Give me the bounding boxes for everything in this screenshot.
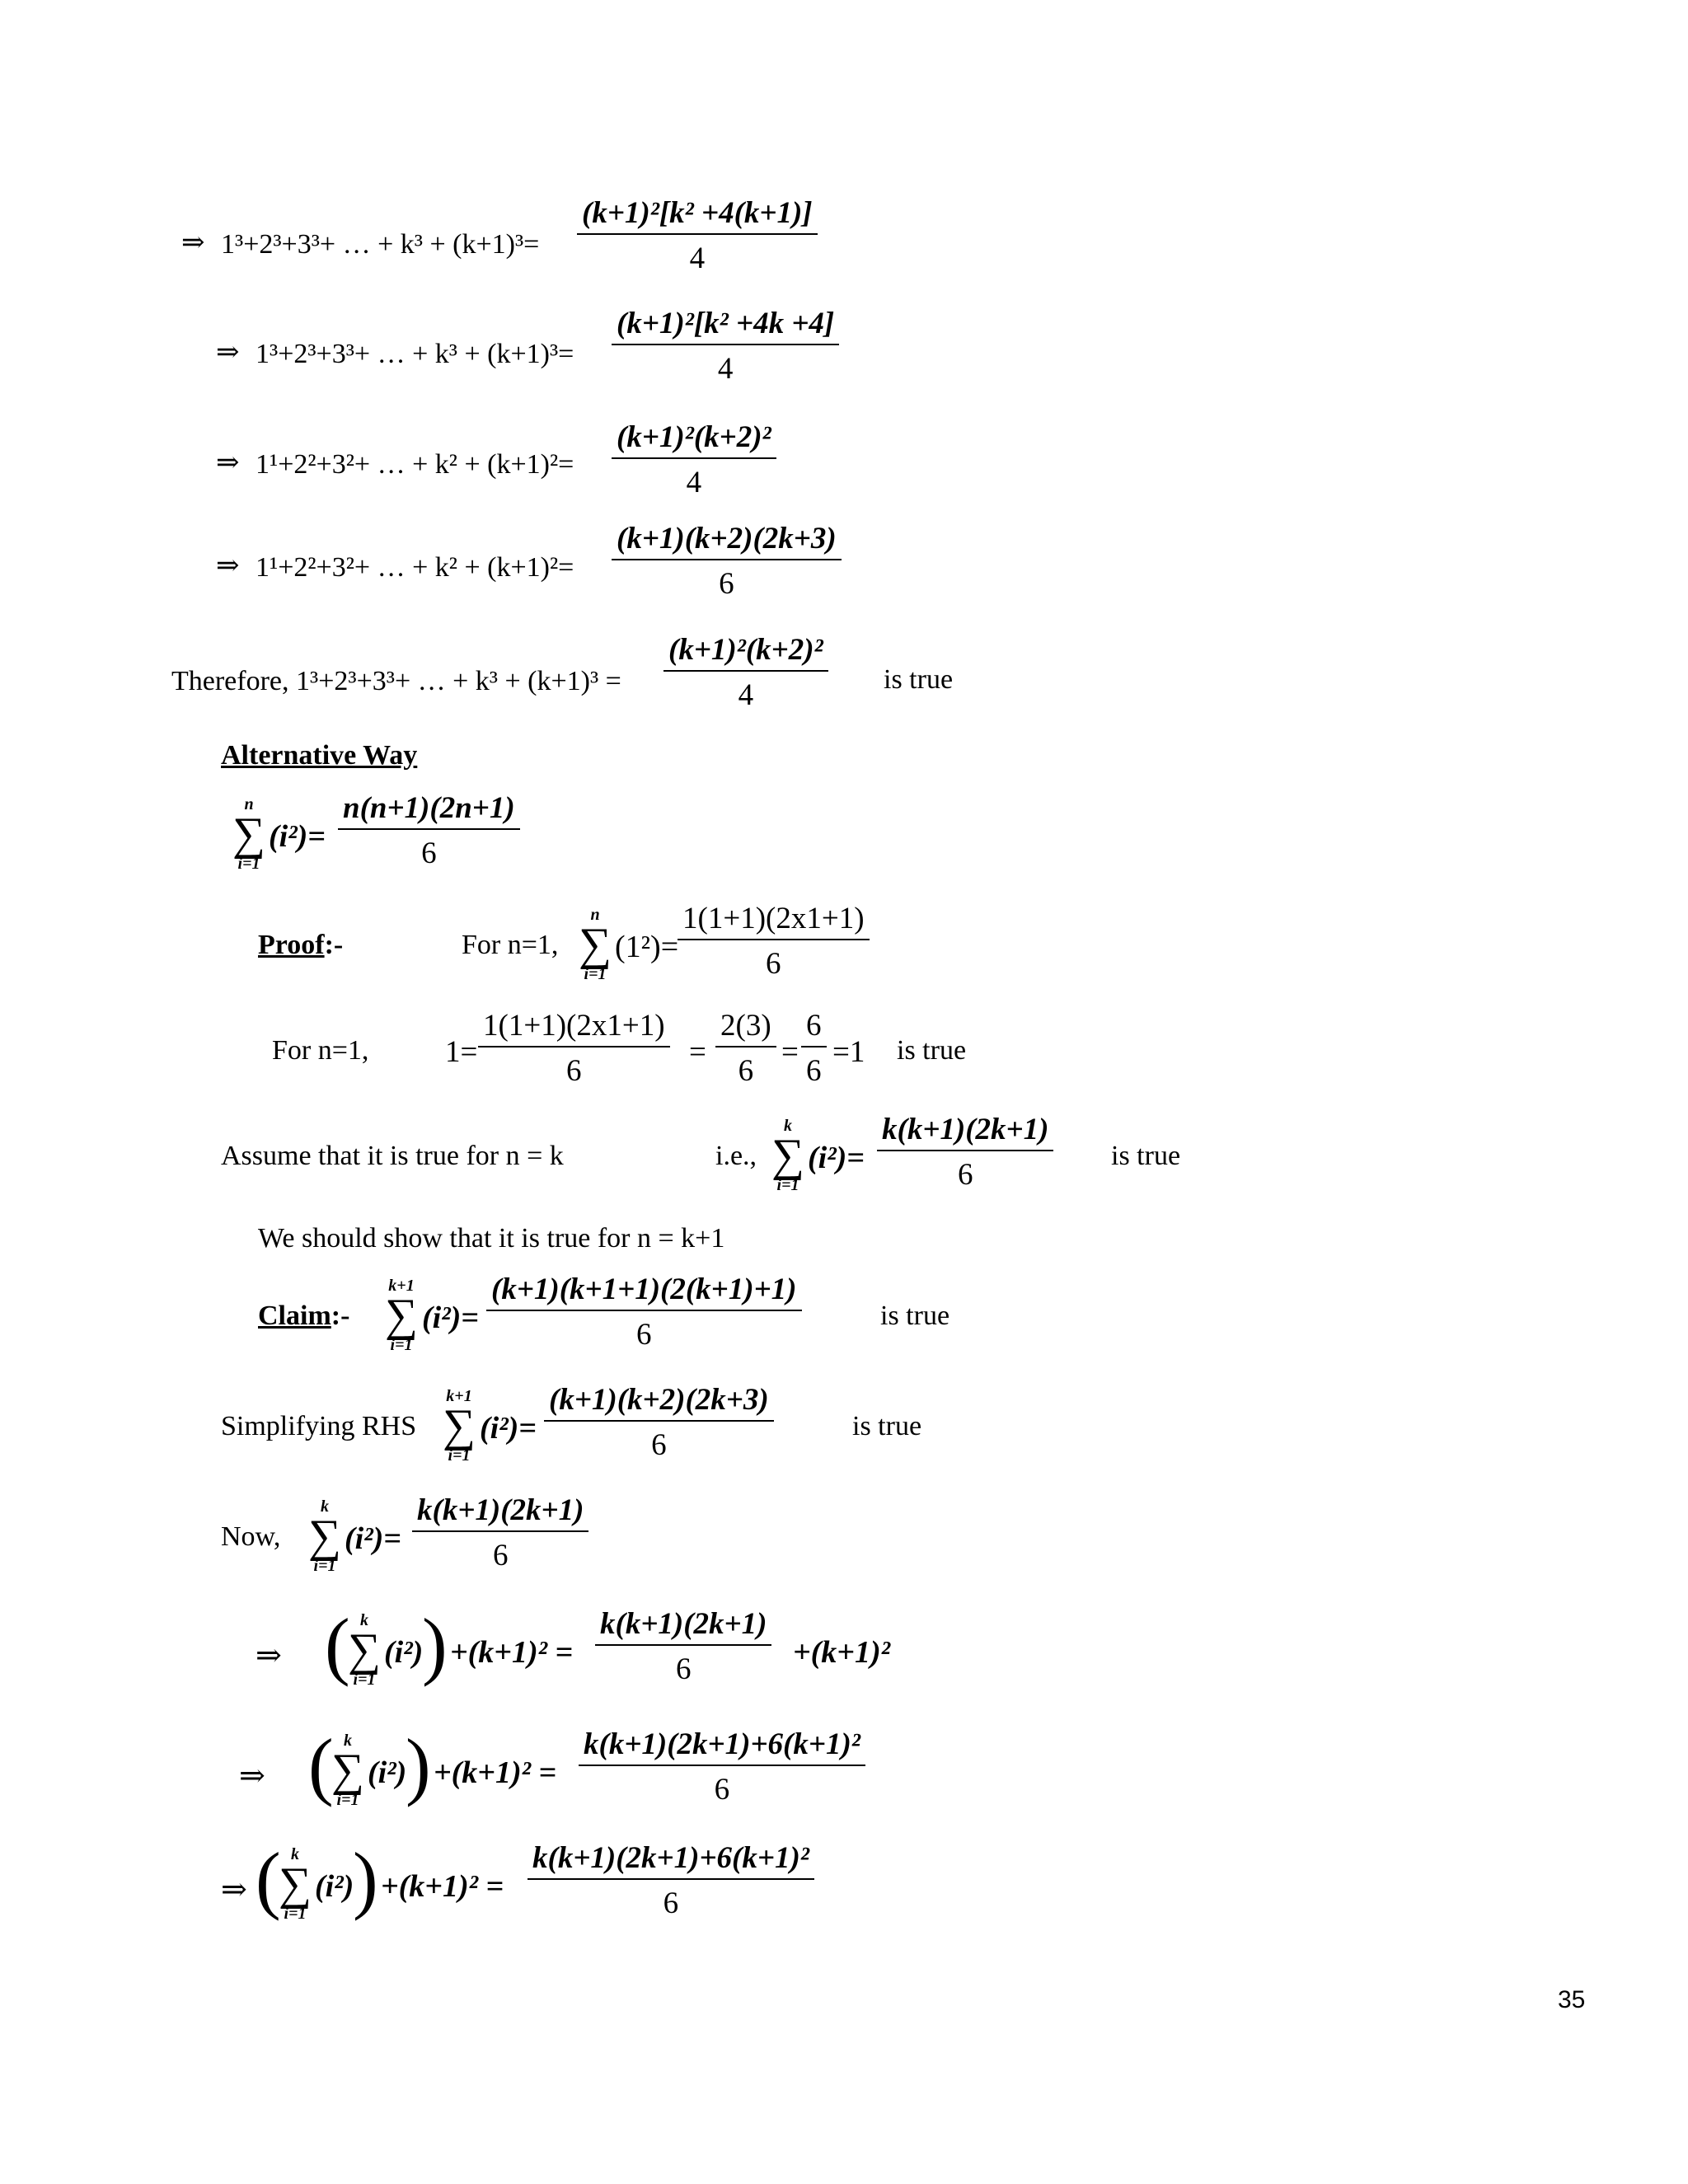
simplify-sigma [438, 1388, 480, 1464]
step2-sigma [330, 1732, 366, 1808]
claim-numerator: (k+1)(k+1+1)(2(k+1)+1) [486, 1274, 802, 1311]
sigma-lower-limit: i=1 [313, 1557, 336, 1575]
claim-fraction [486, 1274, 802, 1350]
sigma-icon: ∑ [771, 1130, 804, 1181]
step1-denominator: 6 [675, 1652, 692, 1686]
simplify-sum-body: (i²)= [480, 1411, 537, 1446]
sigma-lower-limit: i=1 [336, 1791, 359, 1809]
sigma-icon: ∑ [308, 1511, 341, 1562]
line4-fraction [612, 523, 842, 599]
alternative-numerator: n(n+1)(2n+1) [338, 793, 520, 830]
therefore-is-true: is true [884, 664, 954, 695]
proof-sum-body: (1²)= [615, 930, 679, 964]
line2-denominator: 4 [717, 352, 734, 386]
claim-sigma [381, 1277, 422, 1353]
implies-arrow: ⇒ [216, 448, 240, 478]
line1-fraction [577, 198, 818, 274]
alternative-denominator: 6 [421, 837, 437, 870]
alternative-sigma [231, 796, 267, 872]
step1-sigma [346, 1612, 382, 1688]
eval-for-n1: For n=1, [272, 1035, 369, 1066]
claim-sum-body: (i²)= [422, 1301, 479, 1335]
assume-sigma [770, 1118, 806, 1193]
now-text: Now, [221, 1521, 281, 1552]
step1-left-paren: ( [325, 1603, 350, 1687]
step3-plus: +(k+1)² = [381, 1869, 504, 1904]
eval-one-eq: 1= [445, 1035, 478, 1069]
step3-inner: (i²) [315, 1869, 354, 1904]
sigma-lower-limit: i=1 [390, 1336, 413, 1354]
sigma-upper-limit: n [590, 906, 600, 924]
step3-denominator: 6 [663, 1886, 679, 1920]
simplify-fraction [544, 1385, 774, 1460]
sigma-lower-limit: i=1 [584, 965, 607, 983]
alternative-fraction [338, 793, 520, 869]
proof-label: Proof:- [258, 930, 344, 960]
eval-denominator-1: 6 [566, 1054, 582, 1088]
proof-sigma [577, 907, 613, 982]
sigma-icon: ∑ [579, 919, 612, 970]
now-sigma [307, 1498, 343, 1574]
eval-fraction-3 [801, 1010, 827, 1086]
therefore-lhs: Therefore, 1³+2³+3³+ … + k³ + (k+1)³ = [171, 666, 621, 696]
proof-fraction [678, 903, 870, 979]
sigma-icon: ∑ [232, 808, 265, 860]
line1-denominator: 4 [689, 241, 706, 275]
therefore-fraction [663, 635, 828, 710]
sigma-icon: ∑ [385, 1290, 418, 1341]
eval-equals-2: = [781, 1035, 799, 1069]
line4-denominator: 6 [719, 567, 734, 601]
implies-arrow: ⇒ [221, 1872, 247, 1907]
simplify-numerator: (k+1)(k+2)(2k+3) [544, 1385, 774, 1422]
assume-denominator: 6 [957, 1158, 973, 1192]
step3-sigma [277, 1846, 313, 1922]
sigma-icon: ∑ [348, 1624, 381, 1675]
line4-numerator: (k+1)(k+2)(2k+3) [612, 523, 842, 560]
claim-denominator: 6 [636, 1318, 652, 1352]
line1-lhs: 1³+2³+3³+ … + k³ + (k+1)³= [221, 229, 540, 260]
sigma-icon: ∑ [331, 1745, 364, 1796]
step2-numerator: k(k+1)(2k+1)+6(k+1)² [579, 1729, 865, 1766]
implies-arrow: ⇒ [216, 551, 240, 581]
proof-denominator: 6 [766, 947, 781, 981]
assume-fraction [877, 1114, 1053, 1190]
sigma-lower-limit: i=1 [448, 1446, 471, 1465]
claim-is-true: is true [880, 1301, 950, 1331]
step1-plus: +(k+1)² = [450, 1635, 574, 1670]
line4-lhs: 1¹+2²+3²+ … + k² + (k+1)²= [256, 552, 574, 583]
step2-inner: (i²) [368, 1755, 407, 1790]
assume-numerator: k(k+1)(2k+1) [877, 1114, 1053, 1151]
line2-fraction [612, 308, 839, 384]
sigma-icon: ∑ [443, 1400, 476, 1451]
proof-numerator: 1(1+1)(2x1+1) [678, 903, 870, 940]
step2-fraction [579, 1729, 865, 1805]
assume-is-true: is true [1111, 1141, 1181, 1171]
claim-label: Claim:- [258, 1301, 350, 1331]
simplify-text: Simplifying RHS [221, 1411, 417, 1441]
step2-left-paren: ( [308, 1723, 334, 1807]
sigma-lower-limit: i=1 [237, 855, 260, 873]
sigma-upper-limit: k+1 [388, 1277, 415, 1295]
step1-right-paren: ) [422, 1603, 448, 1687]
implies-arrow: ⇒ [216, 337, 240, 368]
sigma-upper-limit: k [360, 1611, 368, 1629]
line3-numerator: (k+1)²(k+2)² [612, 422, 776, 459]
step3-left-paren: ( [256, 1837, 281, 1921]
now-fraction [412, 1495, 588, 1571]
alternative-sum-body: (i²)= [269, 819, 326, 854]
eval-numerator-2: 2(3) [715, 1010, 776, 1047]
proof-for-n1: For n=1, [462, 930, 559, 960]
show-text: We should show that it is true for n = k+1 [258, 1223, 725, 1254]
now-sum-body: (i²)= [345, 1521, 401, 1556]
step3-right-paren: ) [353, 1837, 378, 1921]
therefore-numerator: (k+1)²(k+2)² [663, 635, 828, 672]
now-denominator: 6 [492, 1539, 509, 1572]
assume-text: Assume that it is true for n = k [221, 1141, 564, 1171]
assume-sum-body: (i²)= [808, 1141, 865, 1175]
sigma-upper-limit: k [321, 1497, 329, 1516]
step3-numerator: k(k+1)(2k+1)+6(k+1)² [528, 1843, 814, 1880]
sigma-lower-limit: i=1 [284, 1905, 307, 1923]
eval-numerator-1: 1(1+1)(2x1+1) [478, 1010, 670, 1047]
line3-denominator: 4 [686, 466, 702, 499]
alternative-heading: Alternative Way [221, 740, 418, 771]
eval-numerator-3: 6 [801, 1010, 827, 1047]
step1-tail: +(k+1)² [793, 1635, 891, 1670]
eval-fraction-1 [478, 1010, 670, 1086]
eval-denominator-2: 6 [738, 1054, 754, 1088]
step1-numerator: k(k+1)(2k+1) [595, 1609, 771, 1646]
sigma-icon: ∑ [279, 1858, 312, 1910]
now-numerator: k(k+1)(2k+1) [412, 1495, 588, 1532]
line3-lhs: 1¹+2²+3²+ … + k² + (k+1)²= [256, 449, 574, 480]
sigma-upper-limit: k+1 [446, 1387, 472, 1405]
therefore-denominator: 4 [738, 678, 754, 712]
implies-arrow: ⇒ [256, 1638, 282, 1673]
eval-equals: = [689, 1035, 706, 1069]
simplify-denominator: 6 [651, 1428, 667, 1462]
sigma-upper-limit: k [784, 1117, 792, 1135]
sigma-lower-limit: i=1 [776, 1176, 799, 1194]
sigma-lower-limit: i=1 [353, 1671, 376, 1689]
sigma-upper-limit: n [244, 795, 254, 813]
step1-fraction [595, 1609, 771, 1685]
eval-equals-one: =1 [832, 1035, 865, 1069]
line2-numerator: (k+1)²[k² +4k +4] [612, 308, 839, 345]
assume-ie: i.e., [715, 1141, 757, 1171]
implies-arrow: ⇒ [181, 227, 205, 258]
eval-denominator-3: 6 [806, 1054, 822, 1088]
step2-plus: +(k+1)² = [434, 1755, 557, 1790]
simplify-is-true: is true [852, 1411, 922, 1441]
eval-fraction-2 [715, 1010, 776, 1086]
line3-fraction [612, 422, 776, 498]
sigma-upper-limit: k [344, 1732, 352, 1750]
line2-lhs: 1³+2³+3³+ … + k³ + (k+1)³= [256, 339, 574, 369]
sigma-upper-limit: k [291, 1845, 299, 1863]
eval-is-true: is true [897, 1035, 967, 1066]
step2-denominator: 6 [714, 1773, 730, 1807]
page-number: 35 [1558, 1986, 1586, 2013]
line1-numerator: (k+1)²[k² +4(k+1)] [577, 198, 818, 235]
implies-arrow: ⇒ [239, 1759, 265, 1793]
step3-fraction [528, 1843, 814, 1919]
step1-inner: (i²) [384, 1635, 424, 1670]
step2-right-paren: ) [406, 1723, 431, 1807]
